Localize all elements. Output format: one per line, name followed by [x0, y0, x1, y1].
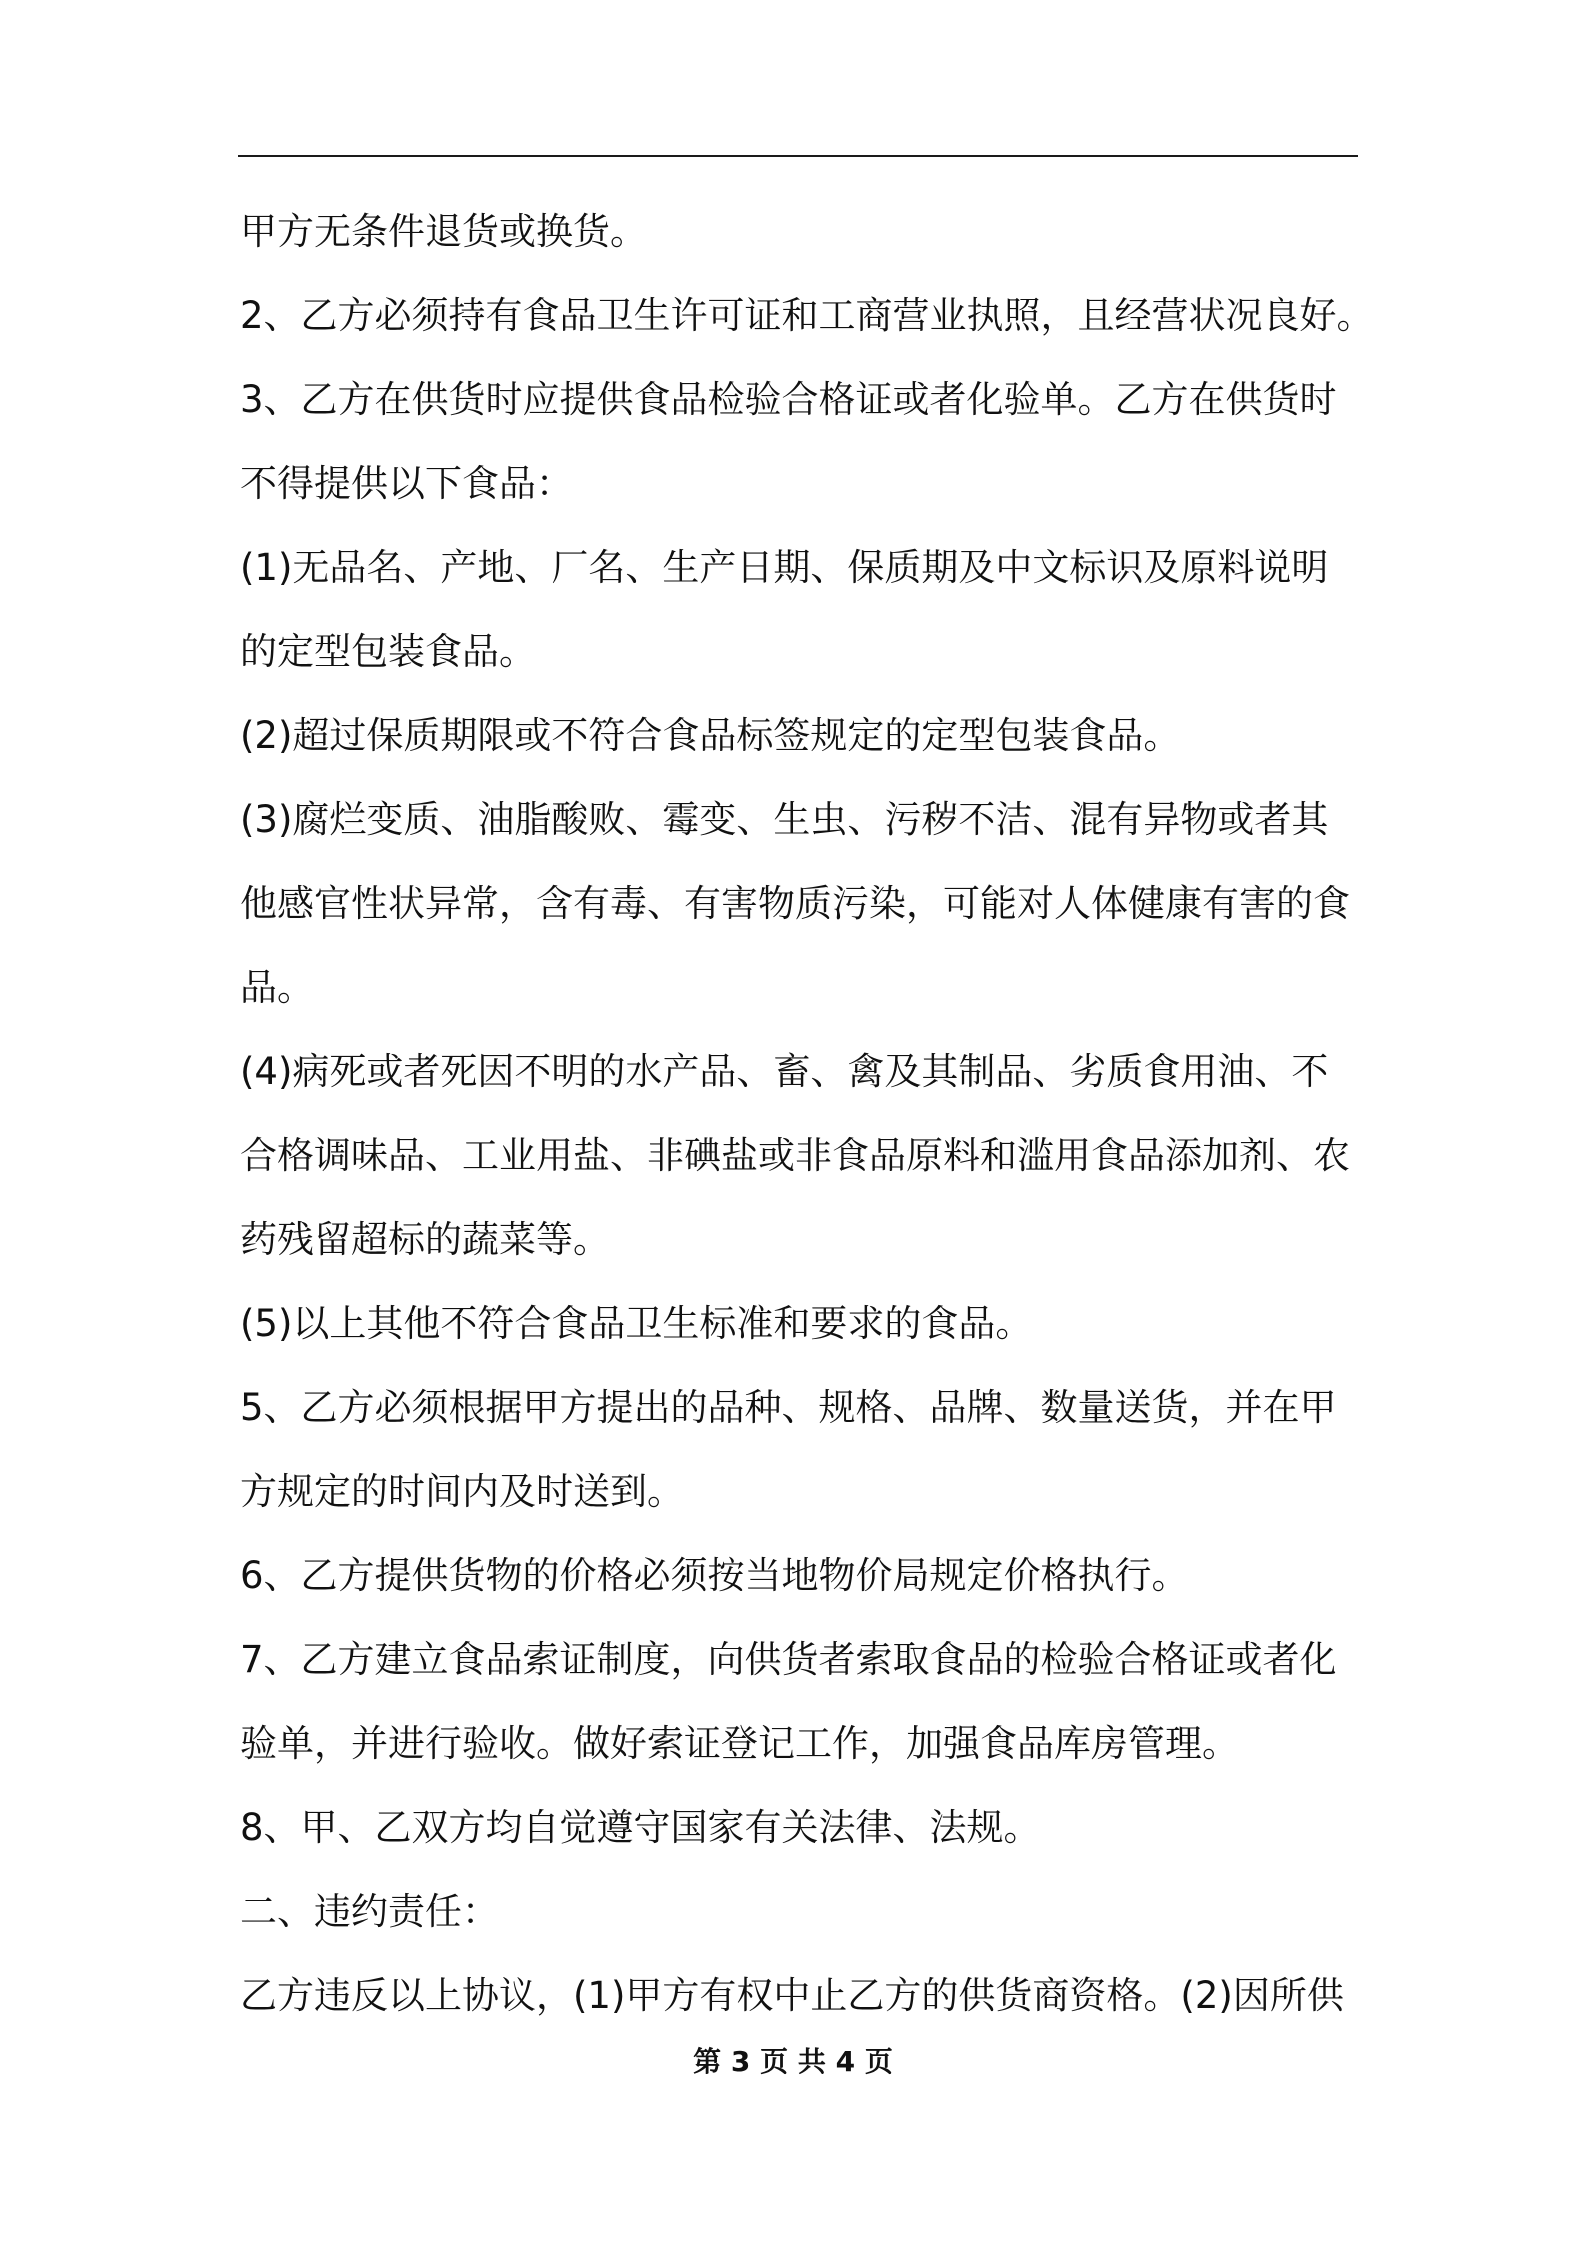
text-line: 验单，并进行验收。做好索证登记工作，加强食品库房管理。 — [240, 1722, 1239, 1765]
header-rule — [238, 155, 1358, 157]
text-line: 6、乙方提供货物的价格必须按当地物价局规定价格执行。 — [240, 1554, 1189, 1597]
text-line: (1)无品名、产地、厂名、生产日期、保质期及中文标识及原料说明 — [240, 546, 1329, 589]
text-line: 5、乙方必须根据甲方提出的品种、规格、品牌、数量送货，并在甲 — [240, 1386, 1337, 1429]
text-line: 2、乙方必须持有食品卫生许可证和工商营业执照，且经营状况良好。 — [240, 294, 1374, 337]
document-body — [240, 190, 1374, 2038]
text-line: 甲方无条件退货或换货。 — [240, 210, 647, 253]
page-number-footer: 第 3 页 共 4 页 — [693, 2045, 893, 2078]
text-line: (3)腐烂变质、油脂酸败、霉变、生虫、污秽不洁、混有异物或者其 — [240, 798, 1329, 841]
text-line: 的定型包装食品。 — [240, 630, 536, 673]
text-line: 7、乙方建立食品索证制度，向供货者索取食品的检验合格证或者化 — [240, 1638, 1337, 1681]
text-line: 方规定的时间内及时送到。 — [240, 1470, 684, 1513]
text-line: 不得提供以下食品： — [240, 462, 573, 505]
text-line: 他感官性状异常，含有毒、有害物质污染，可能对人体健康有害的食 — [240, 882, 1350, 925]
text-line: 药残留超标的蔬菜等。 — [240, 1218, 610, 1261]
text-line: 品。 — [240, 966, 314, 1009]
text-line: 3、乙方在供货时应提供食品检验合格证或者化验单。乙方在供货时 — [240, 378, 1337, 421]
text-line: 二、违约责任： — [240, 1890, 499, 1933]
text-line: (2)超过保质期限或不符合食品标签规定的定型包装食品。 — [240, 714, 1181, 757]
text-line: (5)以上其他不符合食品卫生标准和要求的食品。 — [240, 1302, 1033, 1345]
text-line: 合格调味品、工业用盐、非碘盐或非食品原料和滥用食品添加剂、农 — [240, 1134, 1350, 1177]
text-line: 8、甲、乙双方均自觉遵守国家有关法律、法规。 — [240, 1806, 1041, 1849]
text-line: (4)病死或者死因不明的水产品、畜、禽及其制品、劣质食用油、不 — [240, 1050, 1329, 1093]
text-line: 乙方违反以上协议，(1)甲方有权中止乙方的供货商资格。(2)因所供 — [240, 1974, 1344, 2017]
